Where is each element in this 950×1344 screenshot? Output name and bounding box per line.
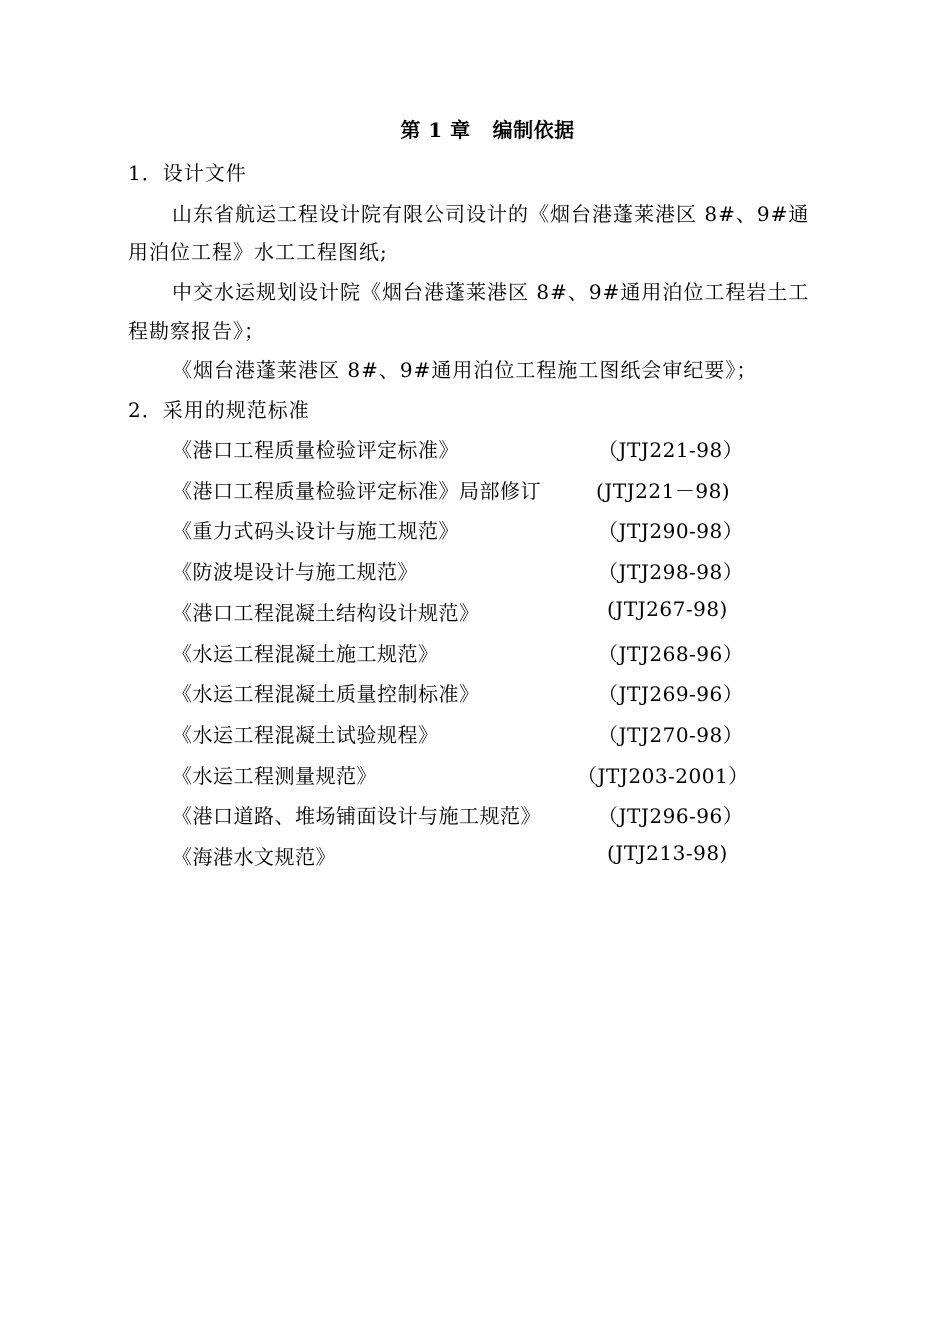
chapter-name: 编制依据 <box>492 118 575 142</box>
chapter-number: 第 1 章 <box>400 118 471 142</box>
standard-name: 《港口工程混凝土结构设计规范》 <box>172 601 480 625</box>
standard-row <box>172 638 772 668</box>
design-docs-para1-line1: 山东省航运工程设计院有限公司设计的《烟台港蓬莱港区 8#、9#通 <box>172 202 810 226</box>
standard-name: 《水运工程混凝土质量控制标准》 <box>172 682 480 706</box>
standard-row <box>172 434 772 464</box>
standard-row <box>172 800 772 830</box>
standard-code: (JTJ213-98) <box>607 841 728 865</box>
standard-name: 《港口道路、堆场铺面设计与施工规范》 <box>172 804 541 828</box>
section-1-heading: 1．设计文件 <box>128 161 247 185</box>
standard-row <box>172 556 772 586</box>
standard-row <box>172 597 772 627</box>
standard-code: （JTJ221-98） <box>598 438 744 462</box>
standard-row <box>172 475 772 505</box>
chapter-title <box>0 114 950 143</box>
standard-row <box>172 760 772 790</box>
standard-name: 《防波堤设计与施工规范》 <box>172 560 418 584</box>
standard-row <box>172 515 772 545</box>
standard-code: （JTJ268-96） <box>598 642 744 666</box>
standard-name: 《港口工程质量检验评定标准》局部修订 <box>172 479 541 503</box>
standard-row <box>172 678 772 708</box>
standard-name: 《重力式码头设计与施工规范》 <box>172 519 459 543</box>
standard-code: （JTJ298-98） <box>598 560 744 584</box>
standard-code: (JTJ267-98) <box>607 597 728 621</box>
design-docs-para3: 《烟台港蓬莱港区 8#、9#通用泊位工程施工图纸会审纪要》； <box>172 358 758 382</box>
standard-code: （JTJ290-98） <box>598 519 744 543</box>
standard-name: 《水运工程混凝土施工规范》 <box>172 642 439 666</box>
standard-name: 《水运工程测量规范》 <box>172 764 377 788</box>
standard-code: （JTJ269-96） <box>598 682 744 706</box>
standard-row <box>172 719 772 749</box>
design-docs-para2-line1: 中交水运规划设计院《烟台港蓬莱港区 8#、9#通用泊位工程岩土工 <box>172 280 810 304</box>
standard-row <box>172 841 772 871</box>
standard-name: 《海港水文规范》 <box>172 845 336 869</box>
standard-name: 《水运工程混凝土试验规程》 <box>172 723 439 747</box>
design-docs-para2-line2: 程勘察报告》； <box>128 319 265 343</box>
design-docs-para1-line2: 用泊位工程》水工工程图纸; <box>128 240 388 264</box>
standard-code: (JTJ221－98) <box>596 479 731 503</box>
standard-code: （JTJ270-98） <box>598 723 744 747</box>
standard-name: 《港口工程质量检验评定标准》 <box>172 438 459 462</box>
section-2-heading: 2．采用的规范标准 <box>128 398 310 422</box>
standard-code: （JTJ296-96） <box>598 804 744 828</box>
standard-code: （JTJ203-2001） <box>577 764 749 788</box>
